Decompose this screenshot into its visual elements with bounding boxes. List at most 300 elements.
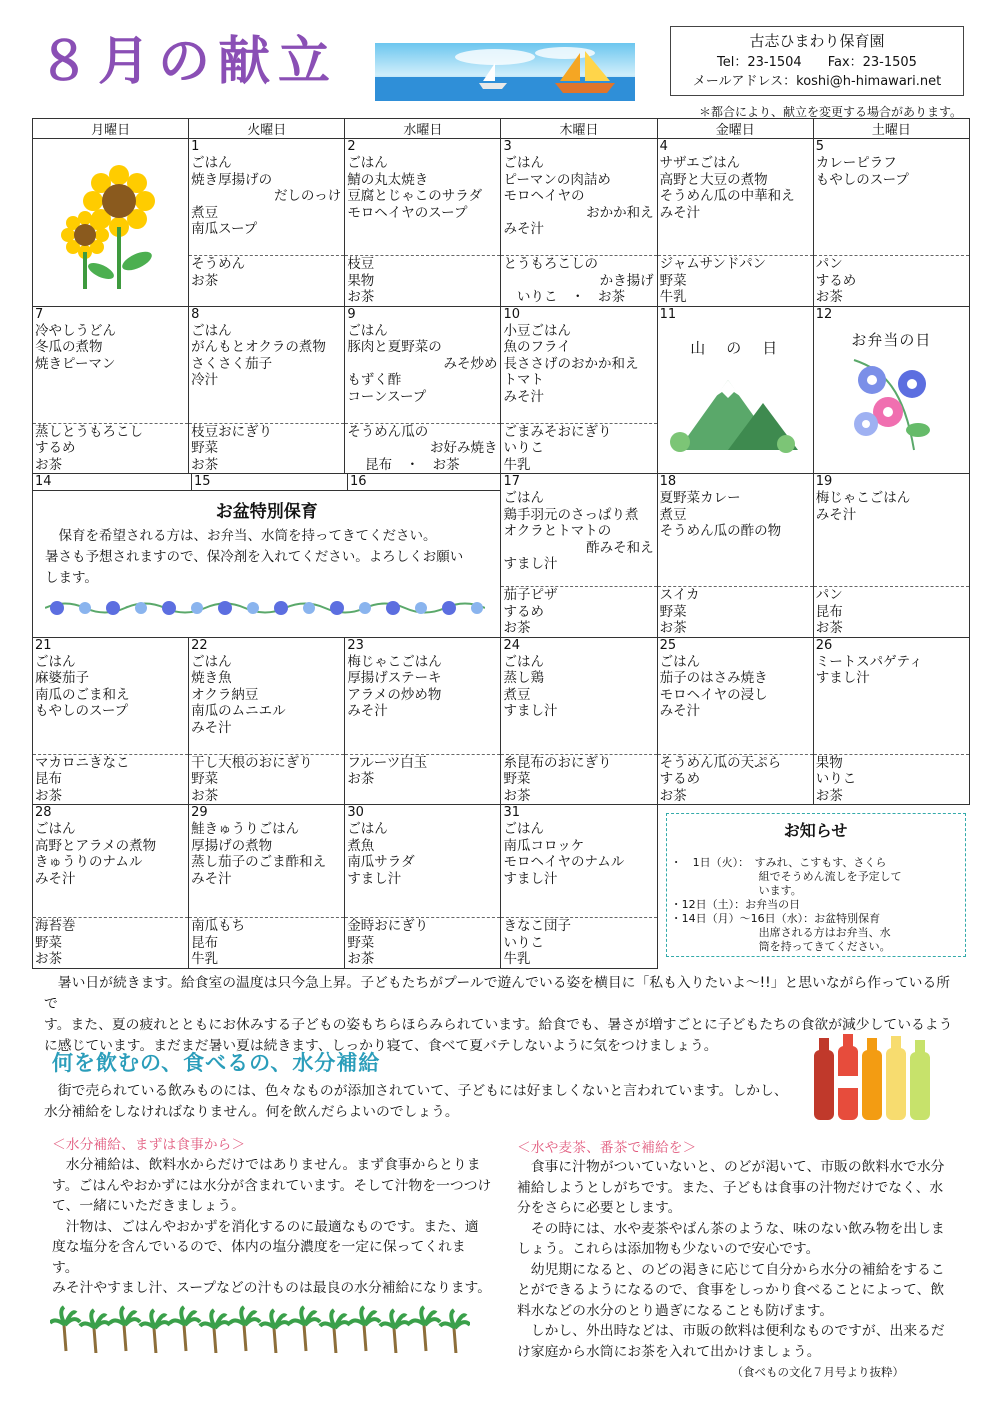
text-line: 牛乳 [503, 951, 531, 967]
text-line: お茶 [659, 620, 687, 636]
text-line: 煮豆 [191, 204, 219, 221]
day-number: 25 [659, 637, 677, 653]
day-cell-1 [189, 139, 345, 307]
day-number: 2 [347, 139, 356, 154]
day-cell-31 [501, 805, 657, 969]
text-line: ・ 1日（火）： すみれ、こすもす、さくら [670, 856, 887, 869]
meal-list [33, 654, 188, 754]
text-line: 分をさらに必要とします。 [517, 1200, 682, 1216]
text-line: かき揚げ [599, 272, 654, 289]
day-number: 11 [659, 306, 677, 322]
text-line: 焼きピーマン [35, 355, 116, 372]
text-line: きゅうりのナムル [35, 854, 143, 870]
weekday-sat: 土曜日 [813, 119, 969, 139]
text-line: 焼き厚揚げの [191, 171, 273, 188]
snack-list [814, 586, 969, 637]
mountain-icon [658, 358, 808, 458]
text-line: すまし汁 [347, 870, 402, 887]
text-line: もやしのスープ [35, 703, 129, 719]
sunflower-cell [33, 139, 189, 307]
text-line: 梅じゃこごはん [347, 653, 442, 670]
text-line: 煮豆 [503, 686, 531, 703]
text-line: お茶 [347, 771, 375, 787]
text-line: ごはん [659, 653, 701, 670]
text-line: ごはん [191, 322, 232, 339]
text-line: 南瓜のごま和え [35, 686, 130, 703]
text-line: 南瓜スープ [191, 221, 258, 237]
text-line: 豚肉と夏野菜の [347, 339, 442, 355]
day-cell-23 [345, 637, 501, 805]
text-line: 焼き魚 [191, 670, 232, 686]
day-number: 3 [503, 139, 512, 154]
text-line: 鯖の丸太焼き [347, 171, 429, 188]
text-line: パン [815, 587, 843, 603]
day-number: 4 [659, 139, 668, 154]
text-line: 汁物は、ごはんやおかずを消化するのに最適なものです。また、適 [52, 1218, 479, 1235]
week-row-3 [33, 474, 970, 638]
left-subtitle: ＜水分補給、まずは食事から＞ [52, 1137, 246, 1153]
text-line: そうめん瓜の酢の物 [659, 523, 782, 539]
text-line: お茶 [191, 787, 219, 804]
text-line: もやしのスープ [815, 171, 909, 188]
text-line: いりこ [815, 771, 857, 787]
text-line: ごはん [503, 821, 544, 837]
text-line: 南瓜サラダ [347, 854, 415, 870]
text-line: お茶 [347, 951, 375, 967]
hydration-lead [44, 1081, 794, 1122]
day-cell-24 [501, 637, 657, 805]
text-line: ごはん [347, 155, 388, 171]
text-line: ごはん [35, 653, 76, 670]
text-line: 鮭きゅうりごはん [191, 821, 300, 837]
text-line: 煮豆 [659, 506, 687, 523]
text-line: だしのっけ [273, 188, 342, 204]
text-line: ミートスパゲティ [815, 653, 923, 670]
text-line: お茶 [503, 620, 531, 636]
meal-list [345, 155, 500, 255]
text-line: 蒸し茄子のごま酢和え [191, 854, 327, 870]
text-line: 厚揚げステーキ [347, 670, 442, 686]
text-line: ごはん [347, 821, 388, 837]
text-line: お茶 [659, 787, 687, 804]
text-line: オクラ納豆 [191, 686, 259, 703]
day-number: 1 [191, 139, 200, 154]
meal-list [501, 654, 656, 754]
meal-list [814, 155, 969, 255]
text-line: トマト [503, 372, 544, 388]
text-line: 街で売られている飲みものには、色々なものが添加されていて、子どもには好ましくないと言われています。しかし、 [44, 1083, 788, 1099]
text-line: て、一緒にいただきましょう。 [52, 1198, 245, 1214]
text-line: 昆布 ・ お茶 [347, 456, 460, 473]
text-line: 梅じゃこごはん [815, 490, 911, 506]
text-line: 暑さも予想されますので、保冷剤を入れてください。よろしくお願い [45, 549, 464, 565]
text-line: お茶 [35, 787, 62, 804]
snack-list [345, 423, 500, 474]
text-line: 鶏手羽元のさっぱり煮 [503, 506, 639, 523]
nursery-phone: Tel：23-1504 Fax：23-1505 [717, 55, 917, 70]
text-line: おかか和え [586, 204, 654, 221]
day-cell-7 [33, 306, 189, 474]
snack-list [33, 917, 188, 968]
text-line: 魚のフライ [503, 339, 571, 355]
text-line: 豆腐とじゃこのサラダ [347, 188, 483, 204]
text-line: とができるようになるので、食事をしっかり食べることによって、飲 [517, 1282, 945, 1298]
text-line: 冬瓜の煮物 [35, 339, 103, 355]
text-line: 野菜 [347, 934, 375, 951]
day-number: 18 [659, 474, 677, 489]
text-line: 枝豆 [347, 256, 375, 272]
text-line: みそ汁 [191, 719, 232, 736]
weekday-mon: 月曜日 [33, 119, 189, 139]
text-line: パン [815, 256, 843, 272]
text-line: お茶 [347, 289, 375, 305]
palm-trees-icon [50, 1305, 470, 1353]
day-number: 21 [35, 637, 52, 653]
morning-glory-icon [814, 350, 964, 460]
meal-list [501, 155, 656, 255]
text-line: 野菜 [191, 440, 219, 456]
snack-list [189, 255, 344, 289]
snack-list [501, 255, 656, 306]
nursery-info-box [670, 26, 964, 96]
text-line: みそ汁 [503, 221, 544, 237]
day-number: 8 [191, 306, 200, 322]
text-line: 昆布 [815, 603, 843, 620]
menu-calendar [32, 118, 970, 969]
text-line: 昆布 [191, 934, 219, 951]
day-number: 5 [815, 139, 825, 154]
text-line: ごはん [503, 653, 544, 670]
notice-box [666, 813, 966, 957]
text-line: 冷やしうどん [35, 322, 116, 339]
text-line: ピーマンの肉詰め [503, 171, 611, 188]
text-line: お茶 [815, 289, 843, 305]
text-line: みそ汁 [347, 703, 388, 719]
meal-list [814, 490, 969, 586]
text-line: 枝豆おにぎり [191, 423, 273, 440]
text-line: しかし、外出時などは、市販の飲料は便利なものですが、出来るだ [517, 1323, 945, 1339]
text-line: すまし汁 [503, 870, 558, 887]
text-line: いりこ [503, 934, 544, 951]
day-number: 17 [503, 474, 521, 489]
text-line: す。また、夏の疲れとともにお休みする子どもの姿もちらほらみられています。給食でも、暑さが増すごとに子どもたちの食欲が減少しているよう [44, 1017, 953, 1033]
day-cell-30 [345, 805, 501, 969]
day-number: 9 [347, 306, 356, 322]
text-line: アラメの炒め物 [347, 686, 442, 703]
sailboat-banner-image [375, 43, 635, 101]
text-line: そうめん瓜の中華和え [659, 188, 795, 204]
day-cell-9 [345, 306, 501, 474]
text-line: フルーツ白玉 [347, 754, 428, 771]
snack-list [345, 917, 500, 968]
holiday-label: 山 の 日 [690, 338, 781, 357]
week-row-1 [33, 139, 970, 307]
text-line: 野菜 [659, 272, 687, 289]
text-line: さくさく茄子 [191, 355, 273, 372]
text-line: 南瓜コロッケ [503, 837, 585, 854]
day-cell-28 [33, 805, 189, 969]
weekday-tue: 火曜日 [189, 119, 345, 139]
day-number: 12 [815, 306, 833, 322]
text-line: お茶 [815, 787, 843, 804]
text-line: そうめん瓜の天ぷら [659, 754, 782, 771]
text-line: お茶 [815, 620, 843, 636]
day-number: 30 [347, 805, 364, 820]
snack-list [33, 423, 188, 474]
day-number: 28 [35, 805, 52, 820]
text-line: とうもろこしの [503, 256, 598, 272]
text-line: 金時おにぎり [347, 918, 429, 934]
nursery-name: 古志ひまわり保育園 [749, 32, 885, 50]
text-line: 出席される方はお弁当、水 [670, 926, 891, 939]
oshirase-cell [657, 805, 969, 969]
meal-list [345, 323, 500, 423]
text-line: そうめん瓜の [347, 423, 429, 440]
day-cell-25 [657, 637, 813, 805]
obon-description [33, 522, 500, 589]
text-line: ごまみそおにぎり [503, 423, 612, 440]
meal-list [33, 821, 188, 917]
text-line: オクラとトマトの [503, 523, 612, 539]
day-cell-8 [189, 306, 345, 474]
meal-list [814, 654, 969, 754]
snack-list [501, 586, 656, 637]
day-number: 22 [191, 637, 208, 653]
day-number: 29 [191, 805, 208, 820]
text-line: カレーピラフ [815, 155, 897, 171]
text-line: しょう。これらは添加物も少ないので安心です。 [517, 1241, 820, 1257]
right-column-text [517, 1157, 957, 1362]
text-line: モロヘイヤのスープ [347, 204, 468, 221]
text-line: その時には、水や麦茶やばん茶のような、味のない飲み物を出しま [517, 1220, 945, 1237]
text-line: 高野と大豆の煮物 [659, 171, 768, 188]
day-cell-3 [501, 139, 657, 307]
text-line: 蒸しとうもろこし [35, 423, 143, 440]
obon-title: お盆特別保育 [215, 502, 318, 522]
text-line: コーンスープ [347, 388, 427, 405]
text-line: 小豆ごはん [503, 322, 571, 339]
text-line: 保育を希望される方は、お弁当、水筒を持ってきてください。 [45, 528, 437, 544]
snack-list [345, 754, 500, 788]
meal-list [189, 323, 344, 423]
day-number: 19 [815, 474, 833, 489]
text-line: 暑い日が続きます。給食室の温度は只今急上昇。子どもたちがプールで遊んでいる姿を横目に「私も入りたいよ～!!」と思いながら作っている所で [44, 975, 951, 1012]
text-line: 野菜 [191, 771, 219, 787]
snack-list [501, 423, 656, 474]
meal-list [345, 654, 500, 754]
text-line: 干し大根のおにぎり [191, 754, 313, 771]
text-line: お茶 [503, 787, 531, 804]
text-line: みそ汁 [659, 204, 701, 221]
text-line: 野菜 [35, 934, 62, 951]
text-line: するめ [659, 771, 701, 787]
text-line: 南瓜のムニエル [191, 703, 286, 719]
text-line: 度な塩分を含んでいるので、体内の塩分濃度を一定に保ってくれます。 [52, 1239, 466, 1276]
meal-list [33, 323, 188, 423]
text-line: もずく酢 [347, 372, 402, 388]
obon-day-numbers [33, 474, 500, 490]
text-line: 補給しようとしがちです。また、子どもは食事の汁物だけでなく、水 [517, 1179, 944, 1196]
snack-list [501, 917, 656, 968]
text-line: ごはん [503, 490, 544, 506]
snack-list [501, 754, 656, 805]
snack-list [814, 255, 969, 306]
meal-list [189, 155, 344, 255]
text-line: 果物 [815, 754, 843, 771]
flower-vine-icon [45, 595, 485, 621]
text-line: 組でそうめん流しを予定して [670, 870, 902, 883]
text-line: 牛乳 [659, 289, 687, 305]
day-cell-21 [33, 637, 189, 805]
left-column-text [52, 1155, 492, 1299]
week-row-4 [33, 637, 970, 805]
text-line: スイカ [659, 587, 700, 603]
day-number: 26 [815, 637, 833, 653]
day-number: 10 [503, 306, 521, 322]
day-number: 15 [191, 474, 211, 490]
text-line: ごはん [503, 155, 544, 171]
meal-list [501, 821, 656, 917]
day-number: 31 [503, 805, 521, 820]
text-line: 水分補給は、飲料水からだけではありません。まず食事からとりま [52, 1157, 481, 1173]
meal-list [189, 654, 344, 754]
weekday-wed: 水曜日 [345, 119, 501, 139]
text-line: いりこ [503, 440, 544, 456]
text-line: 幼児期になると、のどの渇きに応じて自分から水分の補給をするこ [517, 1261, 945, 1278]
text-line: 茄子ピザ [503, 587, 558, 603]
text-line: 筒を持ってきてください。 [670, 940, 891, 953]
text-line: に感じています。まだまだ暑い夏は続きます、しっかり寝て、食べて夏バテしないように気をつけましょう。 [44, 1038, 718, 1054]
drink-bottles-image [808, 1032, 934, 1124]
week-row-5 [33, 805, 970, 969]
text-line: お茶 [35, 951, 62, 967]
snack-list [189, 917, 344, 968]
notice-title: お知らせ [783, 821, 848, 840]
text-line: ごはん [191, 155, 232, 171]
text-line: みそ汁 [815, 506, 857, 523]
text-line: 牛乳 [191, 951, 219, 967]
text-line: モロヘイヤの浸し [659, 686, 768, 703]
text-line: 食事に汁物がついていないと、のどが渇いて、市販の飲料水で水分 [517, 1159, 945, 1175]
text-line: 果物 [347, 272, 375, 289]
text-line: 昆布 [35, 771, 62, 787]
day-cell-18 [657, 474, 813, 638]
text-line: ごはん [347, 322, 388, 339]
day-cell-17 [501, 474, 657, 638]
meal-list [501, 490, 656, 586]
text-line: 野菜 [503, 771, 531, 787]
day-number: 16 [347, 474, 367, 490]
source-note: （食べもの文化７月号より抜粋） [731, 1365, 904, 1379]
weekday-fri: 金曜日 [657, 119, 813, 139]
obon-cell [33, 474, 501, 638]
text-line: 麻婆茄子 [35, 670, 89, 686]
text-line: みそ炒め [443, 355, 498, 372]
day-cell-26 [813, 637, 969, 805]
text-line: ごはん [191, 653, 232, 670]
day-cell-29 [189, 805, 345, 969]
day-number: 7 [35, 306, 44, 322]
text-line: するめ [815, 272, 857, 289]
weekday-header-row [33, 119, 970, 139]
text-line: きなこ団子 [503, 918, 571, 934]
meal-list [658, 654, 813, 754]
weekday-thu: 木曜日 [501, 119, 657, 139]
text-line: ・14日（月）～16日（水）：お盆特別保育 [670, 912, 881, 925]
notice-items [671, 856, 961, 954]
text-line: す。ごはんやおかずには水分が含まれています。そして汁物を一つつけ [52, 1177, 492, 1194]
text-line: するめ [503, 603, 544, 620]
week-row-2 [33, 306, 970, 474]
text-line: ごはん [35, 821, 76, 837]
text-line: 料水などの水分のとり過ぎになることも防げます。 [517, 1302, 834, 1319]
text-line: お茶 [191, 272, 219, 289]
day-number: 23 [347, 637, 364, 653]
right-subtitle: ＜水や麦茶、番茶で補給を＞ [517, 1140, 697, 1156]
snack-list [658, 255, 813, 306]
day-cell-5 [813, 139, 969, 307]
day-cell-19 [813, 474, 969, 638]
page-title: ８月の献立 [38, 32, 339, 92]
nursery-email: メールアドレス：koshi@h-himawari.net [692, 74, 942, 89]
bento-day-label: お弁当の日 [851, 330, 932, 349]
text-line: 厚揚げの煮物 [191, 837, 273, 854]
day-number: 14 [35, 474, 52, 489]
text-line: みそ汁やすまし汁、スープなどの汁ものは最良の水分補給になります。 [52, 1280, 492, 1296]
day-cell-12 [813, 306, 969, 474]
text-line: すまし汁 [815, 670, 870, 686]
snack-list [345, 255, 500, 306]
text-line: 夏野菜カレー [659, 490, 741, 506]
hydration-section-title: 何を飲むの、食べるの、水分補給 [52, 1051, 381, 1075]
text-line: け家庭から水筒にお茶を入れて出かけましょう。 [517, 1343, 821, 1360]
snack-list [814, 754, 969, 805]
text-line: 酢みそ和え [586, 539, 654, 556]
sunflower-icon [33, 139, 189, 299]
text-line: 海苔巻 [35, 918, 76, 934]
text-line: がんもとオクラの煮物 [191, 339, 326, 355]
text-line: すまし汁 [503, 703, 558, 719]
text-line: みそ汁 [35, 870, 76, 887]
text-line: モロヘイヤのナムル [503, 854, 625, 870]
text-line: 煮魚 [347, 837, 375, 854]
text-line: みそ汁 [503, 388, 544, 405]
day-cell-22 [189, 637, 345, 805]
day-number: 24 [503, 637, 521, 653]
text-line: ジャムサンドパン [659, 256, 767, 272]
text-line: そうめん [191, 256, 246, 272]
meal-list [658, 155, 813, 255]
text-line: 野菜 [659, 603, 687, 620]
text-line: 糸昆布のおにぎり [503, 754, 612, 771]
day-cell-11 [657, 306, 813, 474]
day-cell-4 [657, 139, 813, 307]
text-line: サザエごはん [659, 155, 741, 171]
text-line: 蒸し鶏 [503, 670, 544, 686]
text-line: みそ汁 [659, 703, 701, 719]
text-line: お好み焼き [429, 440, 498, 456]
text-line: お茶 [35, 456, 62, 473]
text-line: 水分補給をしなければなりません。何を飲んだらよいのでしょう。 [44, 1103, 459, 1120]
snack-list [658, 586, 813, 637]
day-cell-2 [345, 139, 501, 307]
text-line: お茶 [191, 456, 219, 473]
text-line: 南瓜もち [191, 918, 246, 934]
text-line: 冷汁 [191, 372, 219, 388]
text-line: 牛乳 [503, 456, 531, 473]
text-line: します。 [45, 570, 98, 586]
meal-list [658, 490, 813, 586]
